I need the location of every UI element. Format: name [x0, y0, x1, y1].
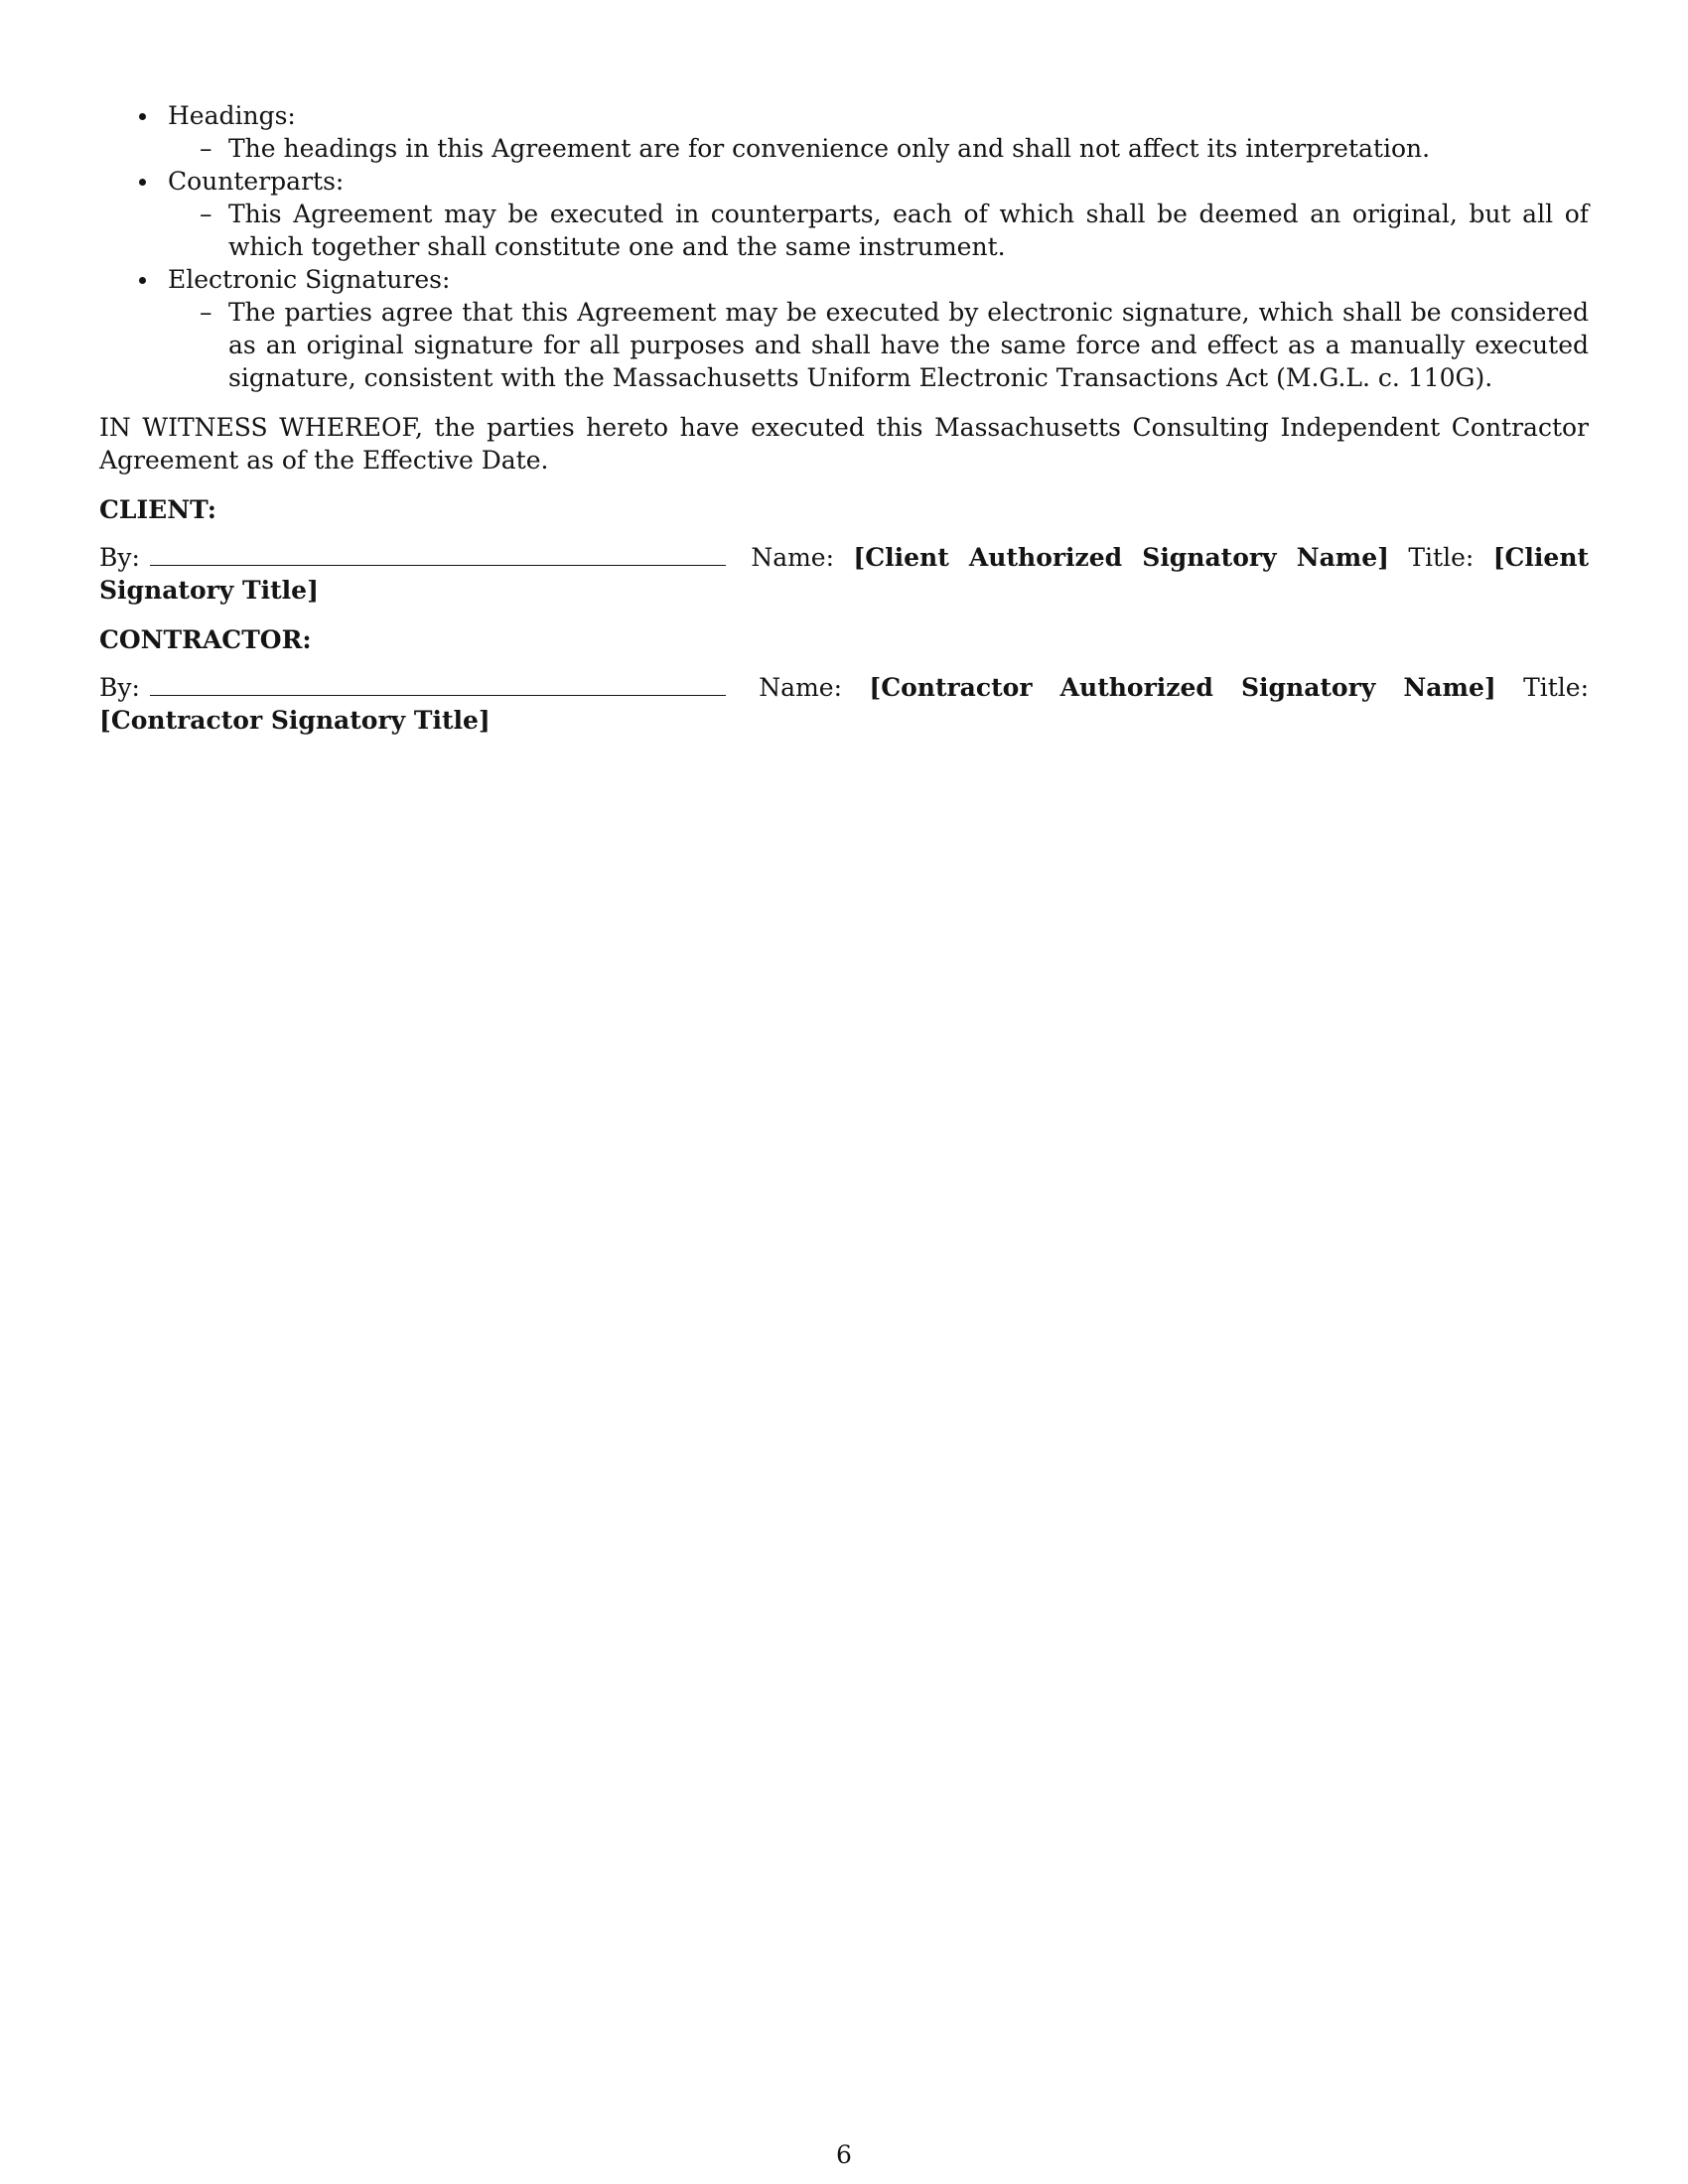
name-label: Name:	[759, 673, 843, 702]
by-label: By:	[99, 543, 140, 572]
clause-text-item	[168, 132, 1589, 165]
clause-list	[99, 99, 1589, 394]
contractor-heading: CONTRACTOR:	[99, 625, 312, 654]
contractor-signature-block	[99, 671, 1589, 737]
client-title-placeholder: [Client Signatory Title]	[99, 543, 1590, 605]
clause-sublist	[168, 296, 1589, 394]
clause-text-item	[168, 198, 1589, 263]
clause-item-counterparts	[99, 165, 1589, 263]
dash-icon: –	[200, 298, 212, 327]
clause-text: This Agreement may be executed in counterparts, each of which shall be deemed an original, but all of which together shall constitute one and the same instrument.	[228, 200, 1589, 261]
title-label: Title:	[1408, 543, 1475, 572]
name-label: Name:	[751, 543, 835, 572]
client-signature-block	[99, 541, 1589, 607]
bullet-icon	[139, 113, 146, 120]
dash-icon: –	[200, 134, 212, 163]
title-label: Title:	[1523, 673, 1589, 702]
clause-text-item	[168, 296, 1589, 394]
clause-sublist	[168, 132, 1589, 165]
clause-text: The parties agree that this Agreement may be executed by electronic signature, which shall be considered as an original signature for all purposes and shall have the same force and effect as a manually executed signature, consistent with the Massachusetts Uniform Electronic Transactions Act (M.G.L. c. 110G).	[228, 298, 1589, 392]
bullet-icon	[139, 179, 146, 186]
document-page	[99, 99, 1589, 737]
client-heading: CLIENT:	[99, 495, 217, 524]
dash-icon: –	[200, 200, 212, 228]
contractor-signature-line[interactable]	[150, 671, 726, 696]
contractor-name-placeholder: [Contractor Authorized Signatory Name]	[869, 673, 1496, 702]
bullet-icon	[139, 277, 146, 284]
by-label: By:	[99, 673, 140, 702]
clause-heading: Headings:	[168, 101, 296, 130]
clause-sublist	[168, 198, 1589, 263]
client-signature-line[interactable]	[150, 541, 726, 566]
clause-item-electronic-signatures	[99, 263, 1589, 394]
witness-paragraph: IN WITNESS WHEREOF, the parties hereto have executed this Massachusetts Consulting Independent Contractor Agreement as of the Effective Date.	[99, 413, 1589, 475]
clause-text: The headings in this Agreement are for convenience only and shall not affect its interpretation.	[228, 134, 1431, 163]
clause-heading: Electronic Signatures:	[168, 265, 451, 294]
page-number: 6	[836, 2140, 852, 2169]
contractor-title-placeholder: [Contractor Signatory Title]	[99, 706, 491, 735]
client-name-placeholder: [Client Authorized Signatory Name]	[853, 543, 1389, 572]
clause-heading: Counterparts:	[168, 167, 345, 196]
clause-item-headings	[99, 99, 1589, 165]
